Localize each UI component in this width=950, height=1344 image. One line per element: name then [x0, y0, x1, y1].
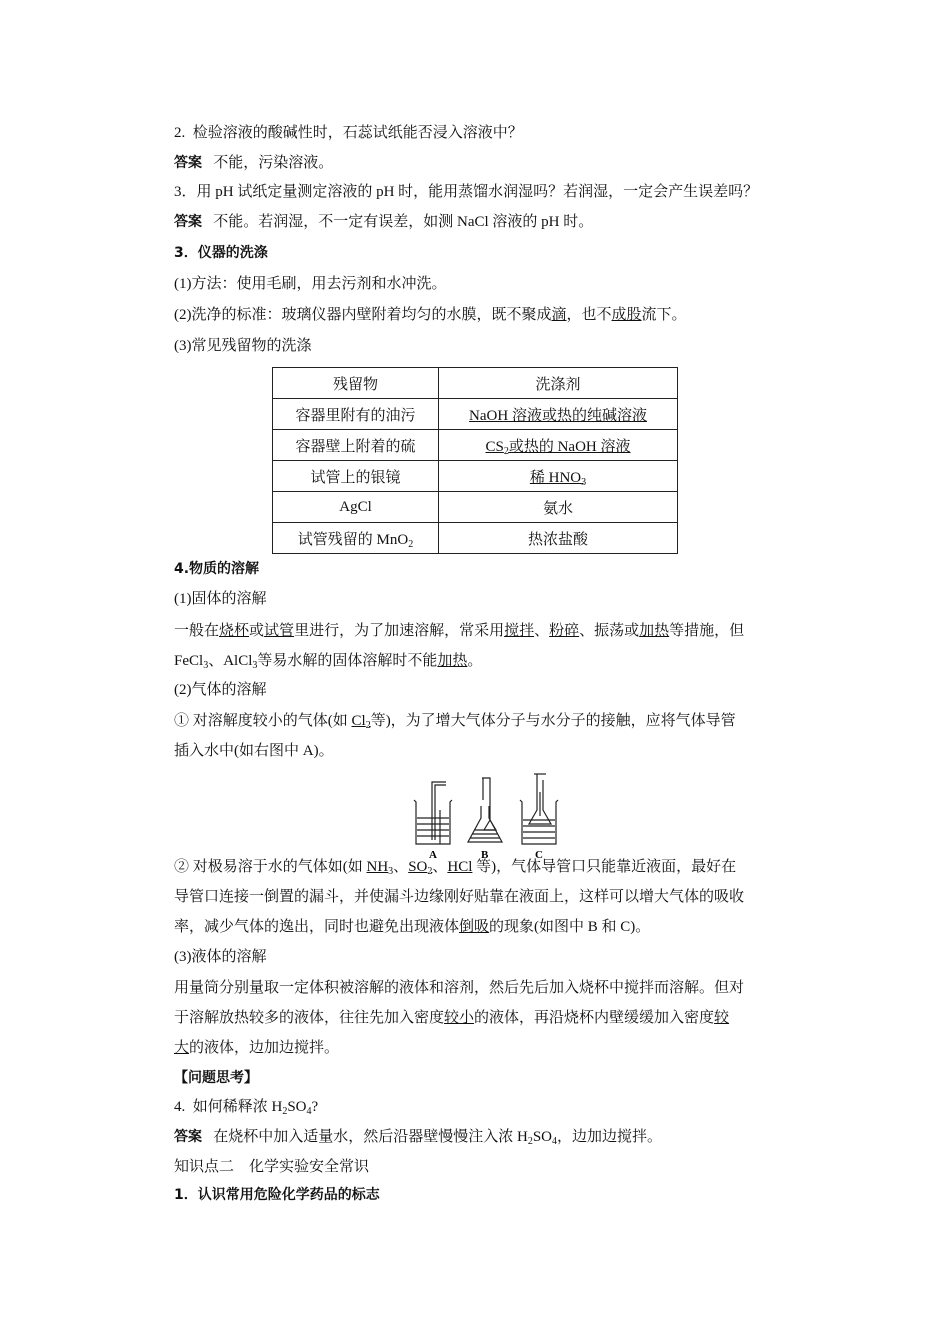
answer-label: 答案: [174, 214, 202, 230]
gas-absorption-apparatus-figure: [410, 770, 560, 862]
table-row: [273, 492, 678, 523]
table-row: [273, 399, 678, 430]
table-cell: 热浓盐酸: [439, 523, 678, 554]
common-residues-heading: (3)常见残留物的洗涤: [174, 338, 312, 354]
table-cell: 稀 $HNO_3$: [439, 461, 678, 492]
section-heading-washing: 3．仪器的洗涤: [174, 245, 268, 261]
table-header-row: [273, 368, 678, 399]
question-text: 用 pH 试纸定量测定溶液的 pH 时，能用蒸馏水润湿吗？若润湿，一定会产生误差吗？: [196, 184, 759, 200]
figure-label: B: [481, 849, 489, 861]
problem-thinking-heading: 【问题思考】: [174, 1070, 258, 1086]
table-cell: $CS_2$或热的 NaOH 溶液: [439, 430, 678, 461]
question-3: [174, 181, 758, 203]
answer-label: 答案: [174, 155, 202, 171]
answer-text: 不能。若润湿，不一定有误差，如测 NaCl 溶液的 pH 时。: [213, 214, 594, 230]
liquid-dissolving-heading: (3)液体的溶解: [174, 949, 267, 965]
beaker-a-drawing: [414, 782, 452, 844]
table-row: [273, 461, 678, 492]
table-header: 洗涤剂: [439, 368, 678, 399]
gas-dissolving-low-solubility: ① 对溶解度较小的气体(如 $Cl_2$等)，为了增大气体分子与水分子的接触，应将气体导管 插入水中(如右图中 A)。: [174, 713, 736, 759]
question-number: 3．: [174, 184, 197, 200]
fill-in-answer: 成股: [611, 307, 642, 323]
table-cell: NaOH 溶液或热的纯碱溶液: [439, 399, 678, 430]
question-number: 2.: [174, 125, 186, 141]
liquid-dissolving-text: 用量筒分别量取一定体积被溶解的液体和溶剂，然后先后加入烧杯中搅拌而溶解。但对 于溶解放热较多的液体，往往先加入密度较小的液体，再沿烧杯内壁缓缓加入密度较 大的液体，边加边搅拌。: [174, 980, 745, 1056]
answer-2: [174, 152, 333, 174]
figure-label: A: [429, 849, 437, 861]
table-row: [273, 523, 678, 554]
question-text: 检验溶液的酸碱性时，石蕊试纸能否浸入溶液中？: [192, 125, 523, 141]
table-cell: 容器壁上附着的硫: [273, 430, 439, 461]
washing-method: (1)方法：使用毛刷，用去污剂和水冲洗。: [174, 276, 447, 292]
table-cell: 试管残留的 MnO$_2$: [273, 523, 439, 554]
answer-4: 答案 在烧杯中加入适量水，然后沿器壁慢慢注入浓 $H_2SO_4$，边加边搅拌。: [174, 1129, 663, 1147]
washing-standard: (2)洗净的标准：玻璃仪器内壁附着均匀的水膜，既不聚成滴，也不成股流下。: [174, 307, 687, 323]
beaker-c-drawing: [520, 774, 558, 844]
table-cell: 试管上的银镜: [273, 461, 439, 492]
question-2: [174, 122, 523, 144]
safety-signs-heading: 1．认识常用危险化学药品的标志: [174, 1187, 380, 1203]
residue-cleaning-table: [272, 367, 678, 554]
gas-dissolving-heading: (2)气体的溶解: [174, 682, 267, 698]
fill-in-answer: 滴: [551, 307, 567, 323]
table-cell: 容器里附有的油污: [273, 399, 439, 430]
table-row: [273, 430, 678, 461]
flask-b-drawing: [468, 778, 502, 842]
table-cell: AgCl: [273, 492, 439, 523]
knowledge-point-2-heading: 知识点二 化学实验安全常识: [174, 1159, 370, 1175]
section-heading-dissolving: 4.物质的溶解: [174, 561, 260, 577]
gas-dissolving-high-solubility: ② 对极易溶于水的气体如(如 $NH_3$、$SO_2$、HCl 等)，气体导管口只能靠近液面，最好在 导管口连接一倒置的漏斗，并使漏斗边缘刚好贴靠在液面上，这样可以增大气体的吸收 率，减少气体的逸出，同时也避免出现液体倒吸的现象(如图中 B 和 C)。: [174, 859, 745, 935]
solid-dissolving-text: 一般在烧杯或试管里进行，为了加速溶解，常采用搅拌、粉碎、振荡或加热等措施，但 FeCl$_3$、AlCl$_3$等易水解的固体溶解时不能加热。: [174, 623, 745, 671]
table-header: 残留物: [273, 368, 439, 399]
answer-3: [174, 211, 593, 233]
figure-label: C: [535, 849, 543, 861]
question-4: 4. 如何稀释浓 $H_2SO_4$?: [174, 1099, 319, 1117]
solid-dissolving-heading: (1)固体的溶解: [174, 591, 267, 607]
answer-text: 不能，污染溶液。: [213, 155, 334, 171]
table-cell: 氨水: [439, 492, 678, 523]
